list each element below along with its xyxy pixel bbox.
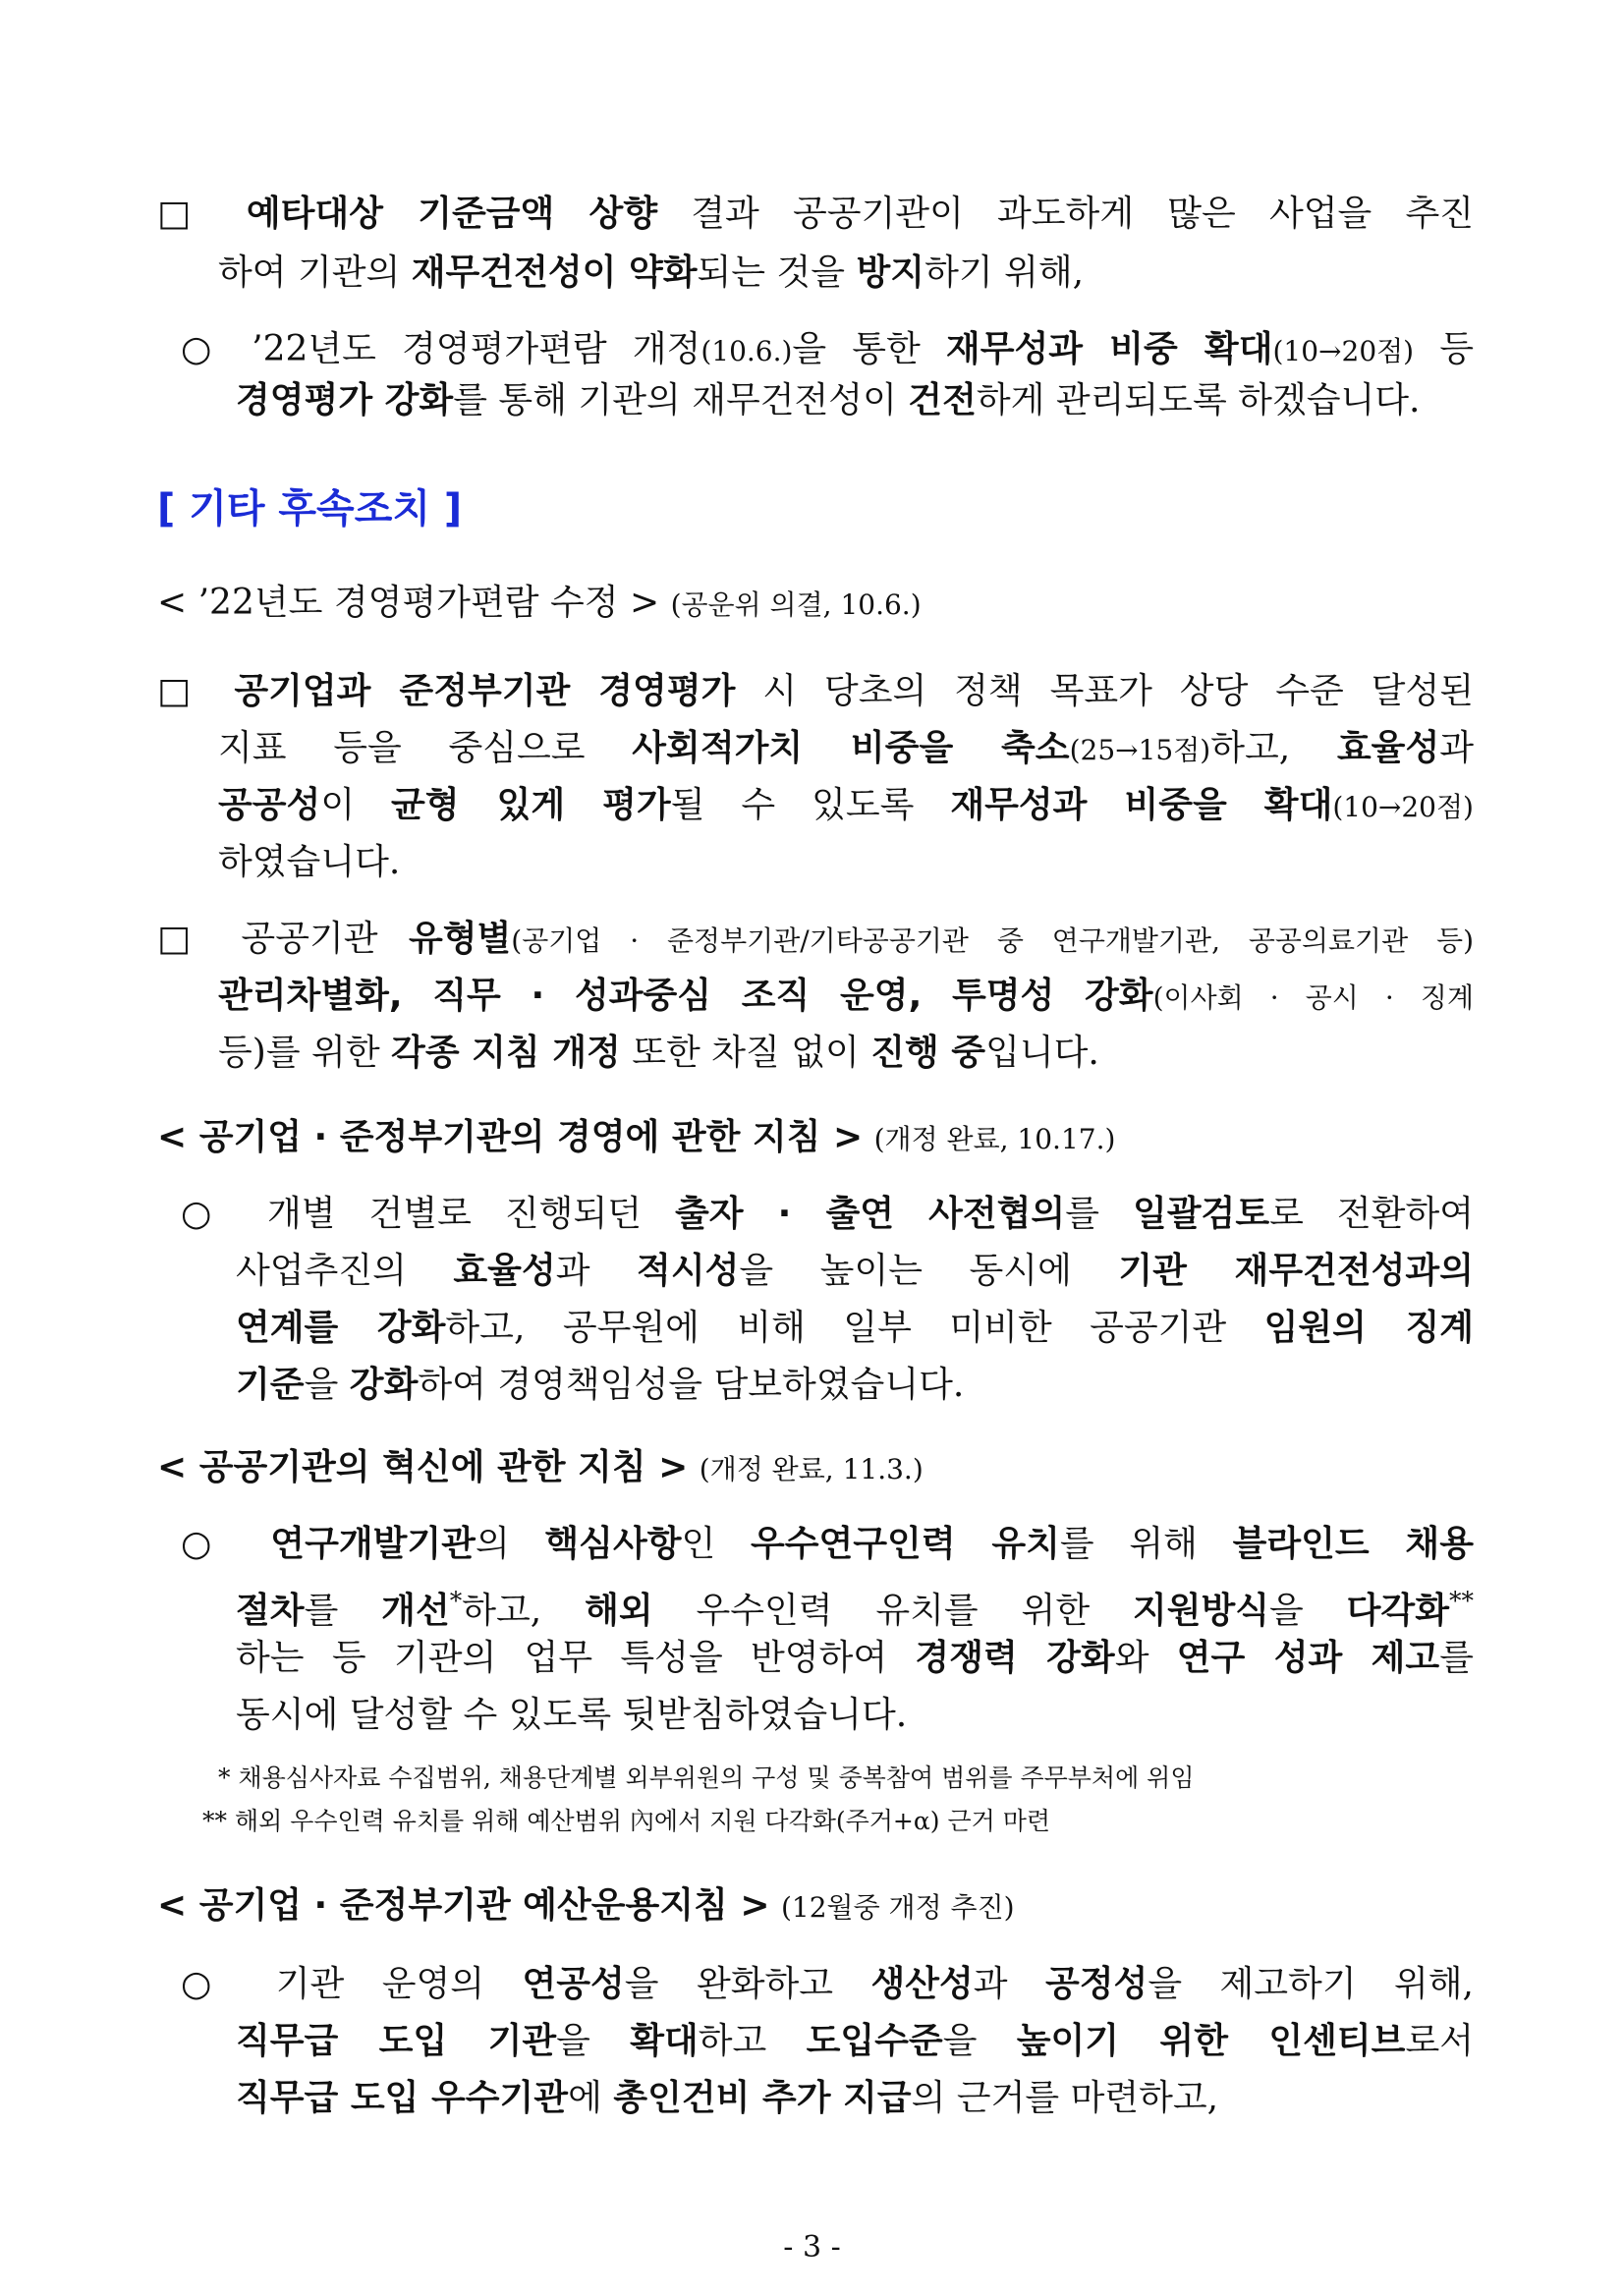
sub3-line-3: 하는 등 기관의 업무 특성을 반영하여 경쟁력 강화와 연구 성과 제고를	[236, 1638, 1474, 1678]
sub3-line-2: 절차를 개선*하고, 해외 우수인력 유치를 위한 지원방식을 다각화**	[236, 1587, 1474, 1631]
sub2-line-1: ○ 개별 건별로 진행되던 출자 · 출연 사전협의를 일괄검토로 전환하여	[181, 1194, 1475, 1234]
bold-text: 예타대상 기준금액 상향	[246, 194, 658, 234]
sub2-line-2: 사업추진의 효율성과 적시성을 높이는 동시에 기관 재무건전성과의	[236, 1251, 1474, 1291]
para-1-line-2: 지표 등을 중심으로 사회적가치 비중을 축소(25→15점)하고, 효율성과	[218, 728, 1474, 768]
para-2-line-3: 등)를 위한 각종 지침 개정 또한 차질 없이 진행 중입니다.	[218, 1033, 1099, 1073]
para-2-line-2: 관리차별화, 직무 · 성과중심 조직 운영, 투명성 강화(이사회 · 공시 · 징계	[218, 976, 1475, 1016]
subsection-title-1: < ’22년도 경영평가편람 수정 > (공운위 의결, 10.6.)	[157, 583, 922, 623]
para-2-line-1: □ 공공기관 유형별(공기업 · 준정부기관/기타공공기관 중 연구개발기관, 공공의료기관 등)	[157, 919, 1474, 959]
section-heading: [ 기타 후속조치 ]	[157, 486, 463, 532]
subsection-note: (개정 완료, 10.17.)	[873, 1123, 1116, 1155]
sub3-line-1: ○ 연구개발기관의 핵심사항인 우수연구인력 유치를 위해 블라인드 채용	[181, 1524, 1474, 1564]
subsection-note: (공운위 의결, 10.6.)	[670, 588, 922, 621]
intro-line-1: □ 예타대상 기준금액 상향 결과 공공기관이 과도하게 많은 사업을 추진	[157, 194, 1474, 234]
para-1-line-1: □ 공기업과 준정부기관 경영평가 시 당초의 정책 목표가 상당 수준 달성된	[157, 671, 1474, 711]
sub3-line-4: 동시에 달성할 수 있도록 뒷받침하였습니다.	[236, 1695, 908, 1735]
subsection-title-2: < 공기업 · 준정부기관의 경영에 관한 지침 > (개정 완료, 10.17.)	[157, 1117, 1116, 1157]
para-1-line-3: 공공성이 균형 있게 평가될 수 있도록 재무성과 비중을 확대(10→20점)	[218, 785, 1474, 825]
intro-line-2: 하여 기관의 재무건전성이 약화되는 것을 방지하기 위해,	[218, 252, 1085, 293]
sub4-line-2: 직무급 도입 기관을 확대하고 도입수준을 높이기 위한 인센티브로서	[236, 2021, 1474, 2061]
intro-bullet-line-1: ○ ’22년도 경영평가편람 개정(10.6.)을 통한 재무성과 비중 확대(10→20점) 등	[181, 329, 1474, 369]
footnote-1: * 채용심사자료 수집범위, 채용단계별 외부위원의 구성 및 중복참여 범위를 주무부처에 위임	[218, 1764, 1195, 1792]
subsection-note: (개정 완료, 11.3.)	[699, 1453, 924, 1485]
footnote-2: ** 해외 우수인력 유치를 위해 예산범위 內에서 지원 다각화(주거+α) 근거 마련	[202, 1807, 1051, 1835]
intro-bullet-line-2: 경영평가 강화를 통해 기관의 재무건전성이 건전하게 관리되도록 하겠습니다.	[236, 380, 1421, 420]
sub4-line-3: 직무급 도입 우수기관에 총인건비 추가 지급의 근거를 마련하고,	[236, 2078, 1219, 2118]
page-number: - 3 -	[783, 2230, 841, 2265]
sub2-line-4: 기준을 강화하여 경영책임성을 담보하였습니다.	[236, 1365, 965, 1405]
subsection-title-4: < 공기업 · 준정부기관 예산운용지침 > (12월중 개정 추진)	[157, 1885, 1015, 1926]
subsection-note: (12월중 개정 추진)	[781, 1891, 1015, 1924]
para-1-line-4: 하였습니다.	[218, 842, 401, 882]
sub4-line-1: ○ 기관 운영의 연공성을 완화하고 생산성과 공정성을 제고하기 위해,	[181, 1964, 1474, 2004]
sub2-line-3: 연계를 강화하고, 공무원에 비해 일부 미비한 공공기관 임원의 징계	[236, 1308, 1475, 1348]
subsection-title-3: < 공공기관의 혁신에 관한 지침 > (개정 완료, 11.3.)	[157, 1447, 924, 1487]
